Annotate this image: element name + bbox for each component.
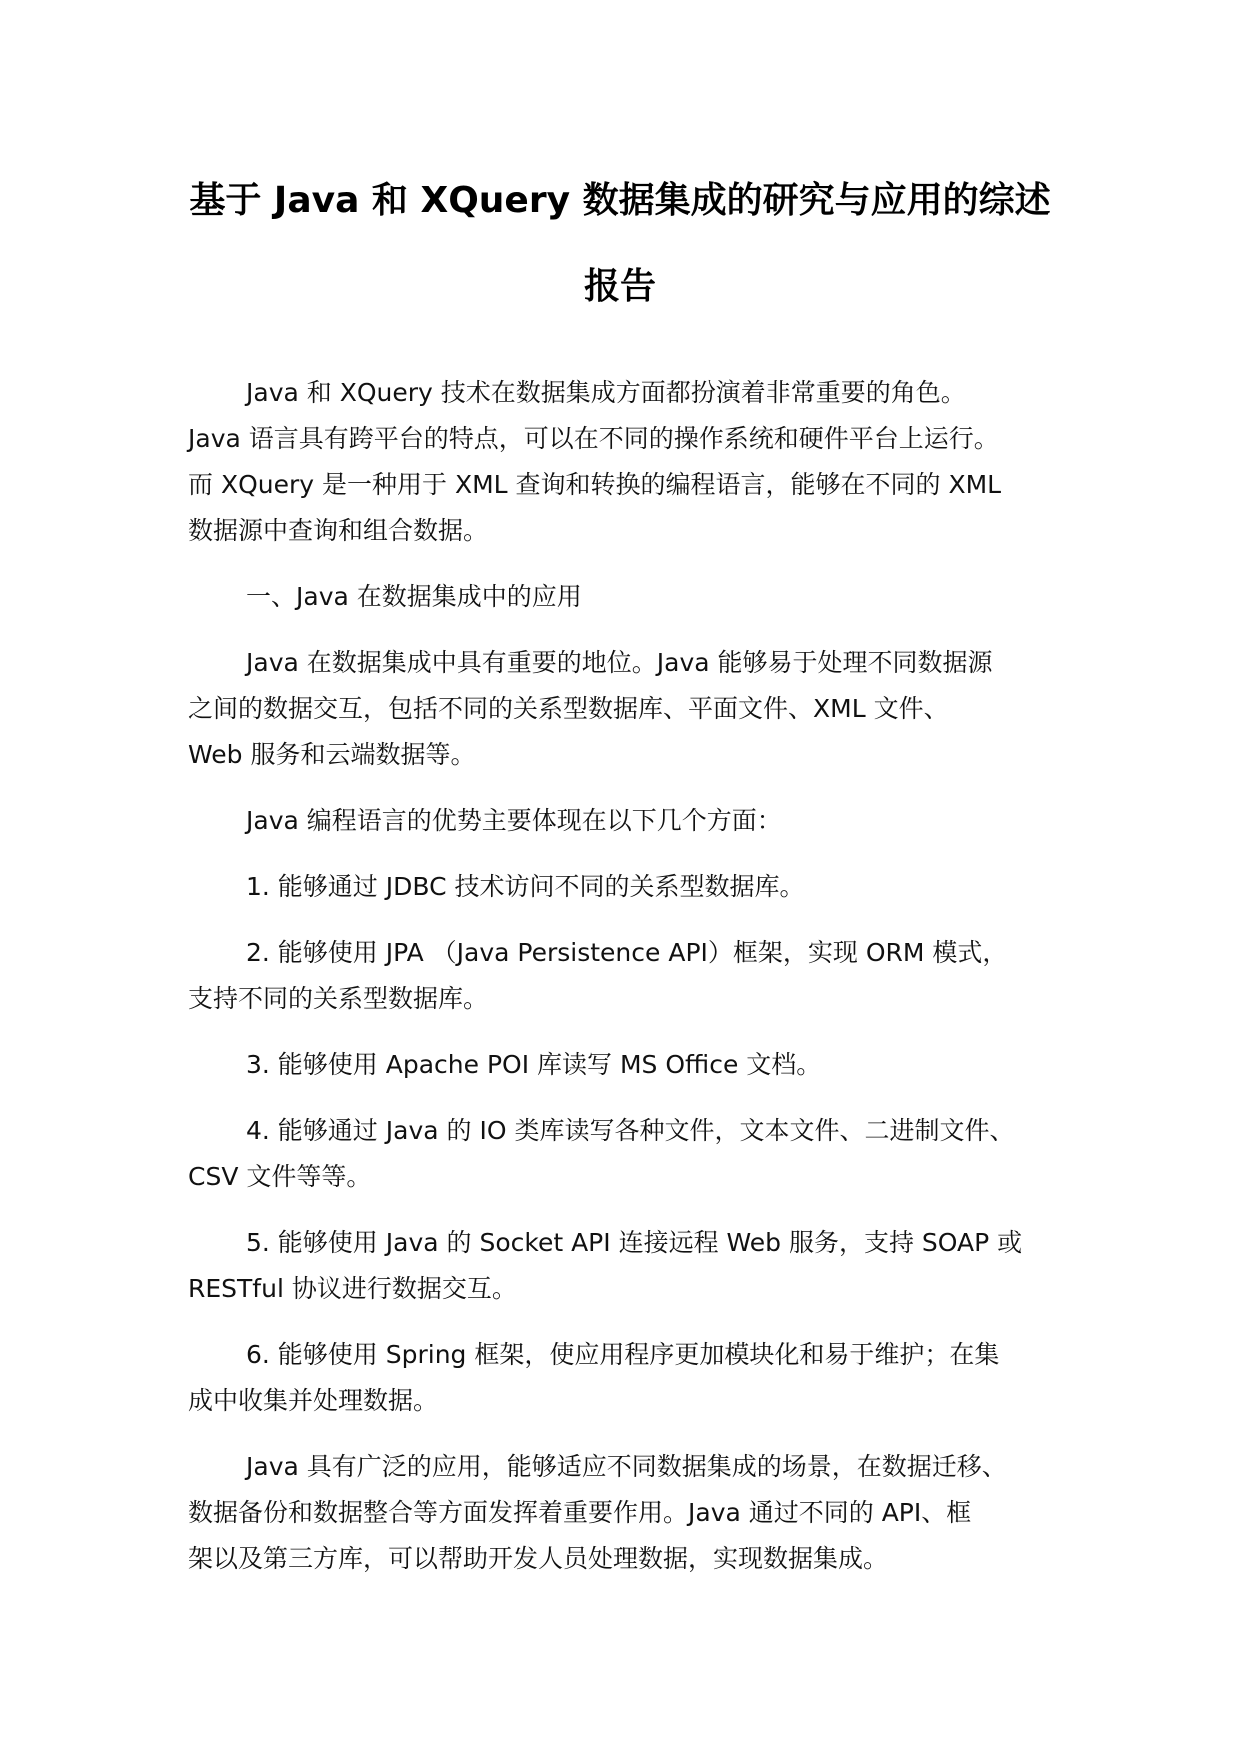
list-item-6 (188, 1332, 1068, 1424)
text-line: 支持不同的关系型数据库。 (188, 984, 489, 1013)
text-line: Java 具有广泛的应用，能够适应不同数据集成的场景，在数据迁移、 (246, 1452, 1007, 1481)
text-line: 一、Java 在数据集成中的应用 (246, 582, 582, 611)
text-line: Java 在数据集成中具有重要的地位。Java 能够易于处理不同数据源 (246, 648, 993, 677)
text-line: 3. 能够使用 Apache POI 库读写 MS Office 文档。 (246, 1050, 822, 1079)
text-line: 成中收集并处理数据。 (188, 1386, 439, 1415)
list-item-5 (188, 1220, 1068, 1312)
title-line-1: 基于 Java 和 XQuery 数据集成的研究与应用的综述 (189, 180, 1051, 221)
list-item-3 (188, 1042, 1068, 1088)
list-item-1 (188, 864, 1068, 910)
title-line-2: 报告 (583, 266, 656, 307)
text-line: Web 服务和云端数据等。 (188, 740, 476, 769)
document-title (170, 158, 1070, 330)
list-item-4 (188, 1108, 1068, 1200)
text-line: 1. 能够通过 JDBC 技术访问不同的关系型数据库。 (246, 872, 805, 901)
text-line: 架以及第三方库，可以帮助开发人员处理数据，实现数据集成。 (188, 1544, 889, 1573)
text-line: Java 编程语言的优势主要体现在以下几个方面： (246, 806, 782, 835)
text-line: CSV 文件等等。 (188, 1162, 372, 1191)
paragraph-intro (188, 370, 1068, 554)
text-line: Java 语言具有跨平台的特点，可以在不同的操作系统和硬件平台上运行。 (188, 424, 999, 453)
text-line: 数据备份和数据整合等方面发挥着重要作用。Java 通过不同的 API、框 (188, 1498, 972, 1527)
text-line: 数据源中查询和组合数据。 (188, 516, 489, 545)
text-line: 而 XQuery 是一种用于 XML 查询和转换的编程语言，能够在不同的 XML (188, 470, 1002, 499)
text-line: 4. 能够通过 Java 的 IO 类库读写各种文件，文本文件、二进制文件、 (246, 1116, 1015, 1145)
list-item-2 (188, 930, 1068, 1022)
text-line: Java 和 XQuery 技术在数据集成方面都扮演着非常重要的角色。 (246, 378, 966, 407)
text-line: 之间的数据交互，包括不同的关系型数据库、平面文件、XML 文件、 (188, 694, 949, 723)
document-body (188, 370, 1068, 1602)
paragraph-java-role (188, 640, 1068, 778)
text-line: 5. 能够使用 Java 的 Socket API 连接远程 Web 服务，支持 SOAP 或 (246, 1228, 1023, 1257)
text-line: RESTful 协议进行数据交互。 (188, 1274, 517, 1303)
paragraph-advantages-intro (188, 798, 1068, 844)
paragraph-summary (188, 1444, 1068, 1582)
section-heading (188, 574, 1068, 620)
text-line: 2. 能够使用 JPA （Java Persistence API）框架，实现 ORM 模式， (246, 938, 1008, 967)
text-line: 6. 能够使用 Spring 框架，使应用程序更加模块化和易于维护；在集 (246, 1340, 1000, 1369)
